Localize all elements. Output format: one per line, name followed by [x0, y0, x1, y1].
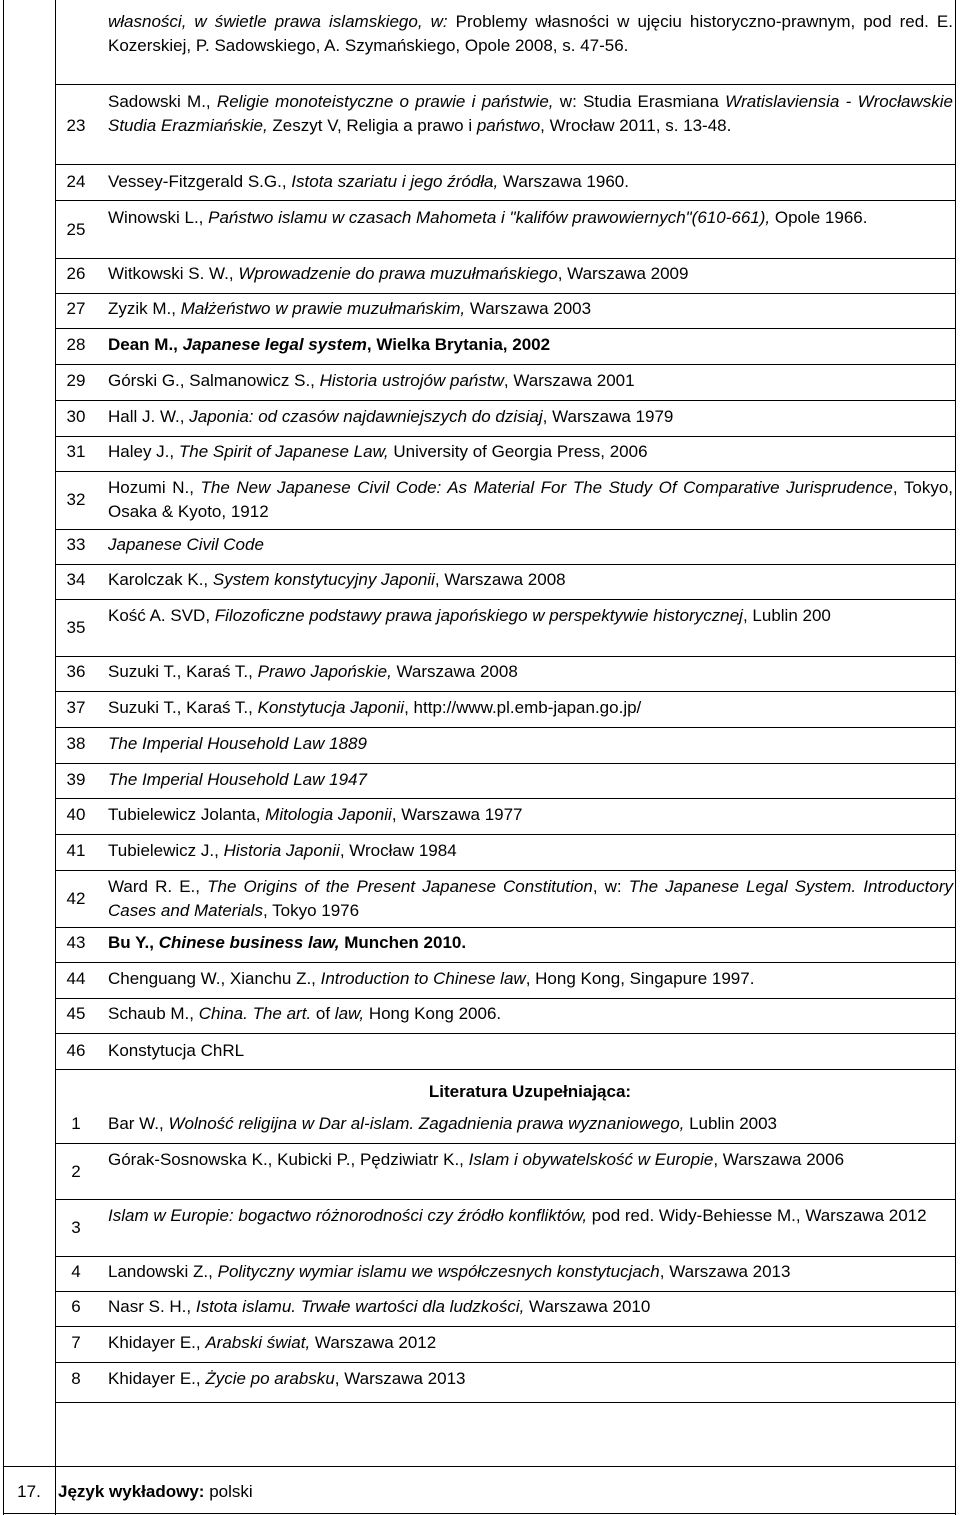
entry-text-part: , w:: [592, 877, 629, 896]
entry-text-part: , Wrocław 1984: [339, 841, 457, 860]
reference-entry-divider: [55, 364, 955, 365]
entry-text-part: Khidayer E.,: [108, 1369, 206, 1388]
reference-entry-number: 25: [66, 220, 86, 239]
reference-entry-number: 45: [66, 1004, 86, 1023]
entry-text-part: pod red. Widy-Behiesse M., Warszawa 2012: [587, 1206, 927, 1225]
entry-text-part: Warszawa 1960.: [498, 172, 629, 191]
reference-entry-divider: [55, 656, 955, 657]
entry-text-part: Religie monoteistyczne o prawie i państwie,: [216, 92, 554, 111]
entry-text-part: Państwo islamu w czasach Mahometa i "kalifów prawowiernych"(610-661),: [208, 208, 771, 227]
entry-text-part: Życie po arabsku: [205, 1369, 335, 1388]
reference-entry-text: [108, 568, 953, 592]
entry-text-part: Nasr S. H.,: [108, 1297, 196, 1316]
reference-entry-number: 44: [66, 969, 86, 988]
supplementary-entry-divider: [55, 1291, 955, 1292]
reference-entry-text: [108, 604, 953, 628]
reference-entry-number: 28: [66, 335, 86, 354]
entry-text-part: Historia Japonii: [223, 841, 340, 860]
entry-text-part: , Tokyo, Osaka & Kyoto, 1912: [108, 478, 954, 521]
reference-entry-number: 36: [66, 662, 86, 681]
entry-text-part: Ward R. E.,: [108, 877, 208, 896]
entry-text-part: The Imperial Household Law 1947: [108, 770, 367, 789]
entry-text-part: China. The art.: [198, 1004, 312, 1023]
supplementary-entry-text: [108, 1260, 953, 1284]
entry-text-part: Japonia: od czasów najdawniejszych do dzisiaj: [189, 407, 543, 426]
supplementary-entry-number: 7: [71, 1333, 81, 1352]
entry-text-part: Karolczak K.,: [108, 570, 213, 589]
reference-entry-divider: [55, 727, 955, 728]
entry-text-part: University of Georgia Press, 2006: [388, 442, 648, 461]
entry-text-part: Hall J. W.,: [108, 407, 190, 426]
entry-text-part: The Imperial Household Law 1889: [108, 734, 367, 753]
footer-language-label: Język wykładowy:: [58, 1482, 205, 1501]
entry-text-part: Chinese business law,: [158, 933, 340, 952]
entry-text-part: w: Studia Erasmiana: [553, 92, 726, 111]
entry-text-part: Munchen 2010.: [339, 933, 467, 952]
reference-entry-divider: [55, 1033, 955, 1034]
supplementary-entry-divider: [55, 1256, 955, 1257]
entry-text-part: of: [311, 1004, 335, 1023]
reference-entry-number: 38: [66, 734, 86, 753]
supplementary-entry-text: [108, 1331, 953, 1355]
entry-text-part: Warszawa 2010: [524, 1297, 651, 1316]
entry-text-part: Wolność religijna w Dar al-islam. Zagadnienia prawa wyznaniowego,: [168, 1114, 685, 1133]
entry-text-part: Winowski L.,: [108, 208, 209, 227]
reference-entry-number: 24: [66, 172, 86, 191]
reference-entry-divider: [55, 164, 955, 165]
supplementary-entry-number: 6: [71, 1297, 81, 1316]
entry-text-part: Tubielewicz J.,: [108, 841, 224, 860]
reference-entry-divider: [55, 436, 955, 437]
entry-text-part: Japanese legal system: [182, 335, 367, 354]
reference-entry-divider: [55, 200, 955, 201]
supplementary-heading: Literatura Uzupełniająca:: [428, 1082, 632, 1101]
reference-entry-text: [108, 696, 953, 720]
entry-text-part: Chenguang W., Xianchu Z.,: [108, 969, 321, 988]
entry-text-part: Hong Kong 2006.: [364, 1004, 502, 1023]
entry-text-part: Japanese Civil Code: [108, 535, 264, 554]
entry-text-part: Zyzik M.,: [108, 299, 181, 318]
entry-text-part: Historia ustrojów państw: [319, 371, 504, 390]
entry-text-part: Haley J.,: [108, 442, 179, 461]
entry-text-part: , Wrocław 2011, s. 13-48.: [540, 116, 732, 135]
entry-text-part: law,: [334, 1004, 365, 1023]
reference-entry-divider: [55, 471, 955, 472]
reference-entry-divider: [55, 529, 955, 530]
supplementary-entry-divider: [55, 1402, 955, 1403]
entry-text-part: The Japanese Legal System. Introductory Cases and Materials: [108, 877, 953, 920]
entry-text-part: Problemy własności w ujęciu historyczno-prawnym, pod red. E. Kozerskiej, P. Sadowskiego, A. Szymańskiego, Opole 2008, s. 47-56.: [108, 12, 953, 55]
entry-text-part: Konstytucja ChRL: [108, 1041, 245, 1060]
entry-text-part: Wprowadzenie do prawa muzułmańskiego: [238, 264, 558, 283]
reference-entry-number: 35: [66, 618, 86, 637]
reference-entry-number: 27: [66, 299, 86, 318]
entry-text-part: Suzuki T., Karaś T.,: [108, 662, 258, 681]
entry-text-part: Suzuki T., Karaś T.,: [108, 698, 258, 717]
entry-text-part: Dean M.,: [108, 335, 183, 354]
reference-entry-number: 34: [66, 570, 86, 589]
entry-text-part: The Origins of the Present Japanese Constitution: [207, 877, 593, 896]
reference-entry-number: 29: [66, 371, 86, 390]
entry-text-part: Górak-Sosnowska K., Kubicki P., Pędziwiatr K.,: [108, 1150, 469, 1169]
entry-text-part: Khidayer E.,: [108, 1333, 206, 1352]
entry-text-part: własności, w świetle prawa islamskiego, w:: [108, 12, 456, 31]
reference-entry-divider: [55, 258, 955, 259]
entry-text-part: , Warszawa 2013: [334, 1369, 466, 1388]
reference-entry-divider: [55, 962, 955, 963]
entry-text-part: Górski G., Salmanowicz S.,: [108, 371, 320, 390]
entry-text-part: Bu Y.,: [108, 933, 159, 952]
entry-text-part: Zeszyt V, Religia a prawo i: [267, 116, 477, 135]
reference-entry-text: [108, 206, 953, 230]
entry-text-part: , Warszawa 2013: [659, 1262, 791, 1281]
entry-text-part: , Warszawa 2009: [557, 264, 689, 283]
entry-text-part: Arabski świat,: [205, 1333, 311, 1352]
reference-entry-divider: [55, 763, 955, 764]
entry-text-part: , Warszawa 2006: [713, 1150, 845, 1169]
entry-text-part: Wratislaviensia - Wrocławskie Studia Erazmiańskie,: [108, 92, 953, 135]
reference-entry-text: [108, 10, 953, 58]
entry-text-part: , Warszawa 1977: [391, 805, 523, 824]
entry-text-part: Warszawa 2012: [310, 1333, 437, 1352]
reference-entry-text: [108, 732, 953, 756]
entry-text-part: , Tokyo 1976: [262, 901, 360, 920]
supplementary-entry-number: 2: [71, 1162, 81, 1181]
entry-text-part: Witkowski S. W.,: [108, 264, 239, 283]
reference-entry-divider: [55, 798, 955, 799]
reference-entry-divider: [55, 870, 955, 871]
reference-entry-text: [108, 967, 953, 991]
entry-text-part: Polityczny wymiar islamu we współczesnych konstytucjach: [217, 1262, 660, 1281]
reference-entry-divider: [55, 1069, 955, 1070]
reference-entry-divider: [55, 599, 955, 600]
reference-entry-text: [108, 297, 953, 321]
entry-text-part: Prawo Japońskie,: [257, 662, 392, 681]
reference-entry-divider: [55, 293, 955, 294]
supplementary-entry-number: 4: [71, 1262, 81, 1281]
supplementary-entry-divider: [55, 1199, 955, 1200]
entry-text-part: , Wielka Brytania, 2002: [366, 335, 551, 354]
reference-entry-divider: [55, 564, 955, 565]
reference-entry-divider: [55, 927, 955, 928]
reference-entry-text: [108, 262, 953, 286]
footer-language: [58, 1480, 253, 1504]
entry-text-part: Kość A. SVD,: [108, 606, 215, 625]
entry-text-part: Sadowski M.,: [108, 92, 217, 111]
reference-entry-number: 40: [66, 805, 86, 824]
reference-entry-number: 39: [66, 770, 86, 789]
reference-entry-number: 30: [66, 407, 86, 426]
entry-text-part: Lublin 2003: [684, 1114, 778, 1133]
entry-text-part: Vessey-Fitzgerald S.G.,: [108, 172, 292, 191]
supplementary-entry-divider: [55, 1143, 955, 1144]
footer-divider: [55, 1466, 56, 1515]
entry-text-part: Warszawa 2008: [391, 662, 518, 681]
reference-entry-number: 37: [66, 698, 86, 717]
entry-text-part: Konstytucja Japonii: [257, 698, 405, 717]
entry-text-part: Warszawa 2003: [465, 299, 592, 318]
reference-entry-text: [108, 369, 953, 393]
reference-entry-number: 32: [66, 490, 86, 509]
reference-entry-number: 23: [66, 116, 86, 135]
entry-text-part: Filozoficzne podstawy prawa japońskiego w perspektywie historycznej: [214, 606, 743, 625]
entry-text-part: Islam i obywatelskość w Europie: [468, 1150, 714, 1169]
reference-entry-divider: [55, 691, 955, 692]
frame-left-border: [3, 0, 4, 1515]
reference-entry-divider: [55, 834, 955, 835]
footer-section-number: 17.: [17, 1482, 41, 1501]
frame-right-border: [955, 0, 956, 1515]
reference-entry-divider: [55, 400, 955, 401]
reference-entry-text: [108, 405, 953, 429]
reference-entry-text: [108, 476, 953, 524]
entry-text-part: , Warszawa 2008: [434, 570, 566, 589]
entry-text-part: System konstytucyjny Japonii: [212, 570, 435, 589]
entry-text-part: Tubielewicz Jolanta,: [108, 805, 266, 824]
reference-entry-number: 42: [66, 889, 86, 908]
entry-text-part: Schaub M.,: [108, 1004, 199, 1023]
reference-entry-text: [108, 660, 953, 684]
entry-text-part: Opole 1966.: [770, 208, 868, 227]
entry-text-part: Introduction to Chinese law: [320, 969, 526, 988]
reference-entry-text: [108, 931, 953, 955]
entry-text-part: , Hong Kong, Singapure 1997.: [525, 969, 755, 988]
reference-entry-text: [108, 333, 953, 357]
supplementary-entry-text: [108, 1367, 953, 1391]
reference-entry-text: [108, 533, 953, 557]
entry-text-part: Mitologia Japonii: [265, 805, 392, 824]
entry-text-part: , Warszawa 1979: [542, 407, 674, 426]
entry-text-part: , Warszawa 2001: [503, 371, 635, 390]
reference-entry-number: 46: [66, 1041, 86, 1060]
footer-top-border: [3, 1466, 956, 1467]
supplementary-entry-text: [108, 1112, 953, 1136]
reference-entry-divider: [55, 328, 955, 329]
supplementary-entry-divider: [55, 1326, 955, 1327]
entry-text-part: Islam w Europie: bogactwo różnorodności czy źródło konfliktów,: [108, 1206, 588, 1225]
reference-entry-number: 43: [66, 933, 86, 952]
reference-entry-text: [108, 170, 953, 194]
supplementary-entry-text: [108, 1204, 953, 1228]
entry-text-part: , http://www.pl.emb-japan.go.jp/: [404, 698, 642, 717]
reference-entry-number: 33: [66, 535, 86, 554]
entry-text-part: The Spirit of Japanese Law,: [178, 442, 389, 461]
reference-entry-text: [108, 1002, 953, 1026]
entry-text-part: Hozumi N.,: [108, 478, 201, 497]
supplementary-entry-text: [108, 1295, 953, 1319]
supplementary-entry-number: 8: [71, 1369, 81, 1388]
reference-entry-number: 26: [66, 264, 86, 283]
supplementary-entry-divider: [55, 1362, 955, 1363]
supplementary-entry-text: [108, 1148, 953, 1172]
frame-bottom-border: [3, 1513, 956, 1514]
reference-entry-divider: [55, 998, 955, 999]
supplementary-entry-number: 3: [71, 1218, 81, 1237]
supplementary-entry-number: 1: [71, 1114, 81, 1133]
reference-entry-text: [108, 768, 953, 792]
reference-entry-divider: [55, 84, 955, 85]
entry-text-part: Małżeństwo w prawie muzułmańskim,: [180, 299, 466, 318]
reference-entry-text: [108, 90, 953, 138]
entry-text-part: Landowski Z.,: [108, 1262, 218, 1281]
reference-entry-text: [108, 839, 953, 863]
reference-entry-text: [108, 875, 953, 923]
reference-entry-number: 41: [66, 841, 86, 860]
entry-text-part: , Lublin 200: [742, 606, 831, 625]
footer-language-value: polski: [209, 1482, 253, 1501]
reference-entry-text: [108, 803, 953, 827]
entry-text-part: państwo: [476, 116, 541, 135]
entry-text-part: Bar W.,: [108, 1114, 169, 1133]
reference-entry-text: [108, 1039, 953, 1063]
entry-text-part: Istota islamu. Trwałe wartości dla ludzkości,: [195, 1297, 525, 1316]
reference-entry-text: [108, 440, 953, 464]
reference-entry-number: 31: [66, 442, 86, 461]
entry-text-part: The New Japanese Civil Code: As Material For The Study Of Comparative Jurisprudence: [200, 478, 893, 497]
entry-text-part: Istota szariatu i jego źródła,: [291, 172, 499, 191]
